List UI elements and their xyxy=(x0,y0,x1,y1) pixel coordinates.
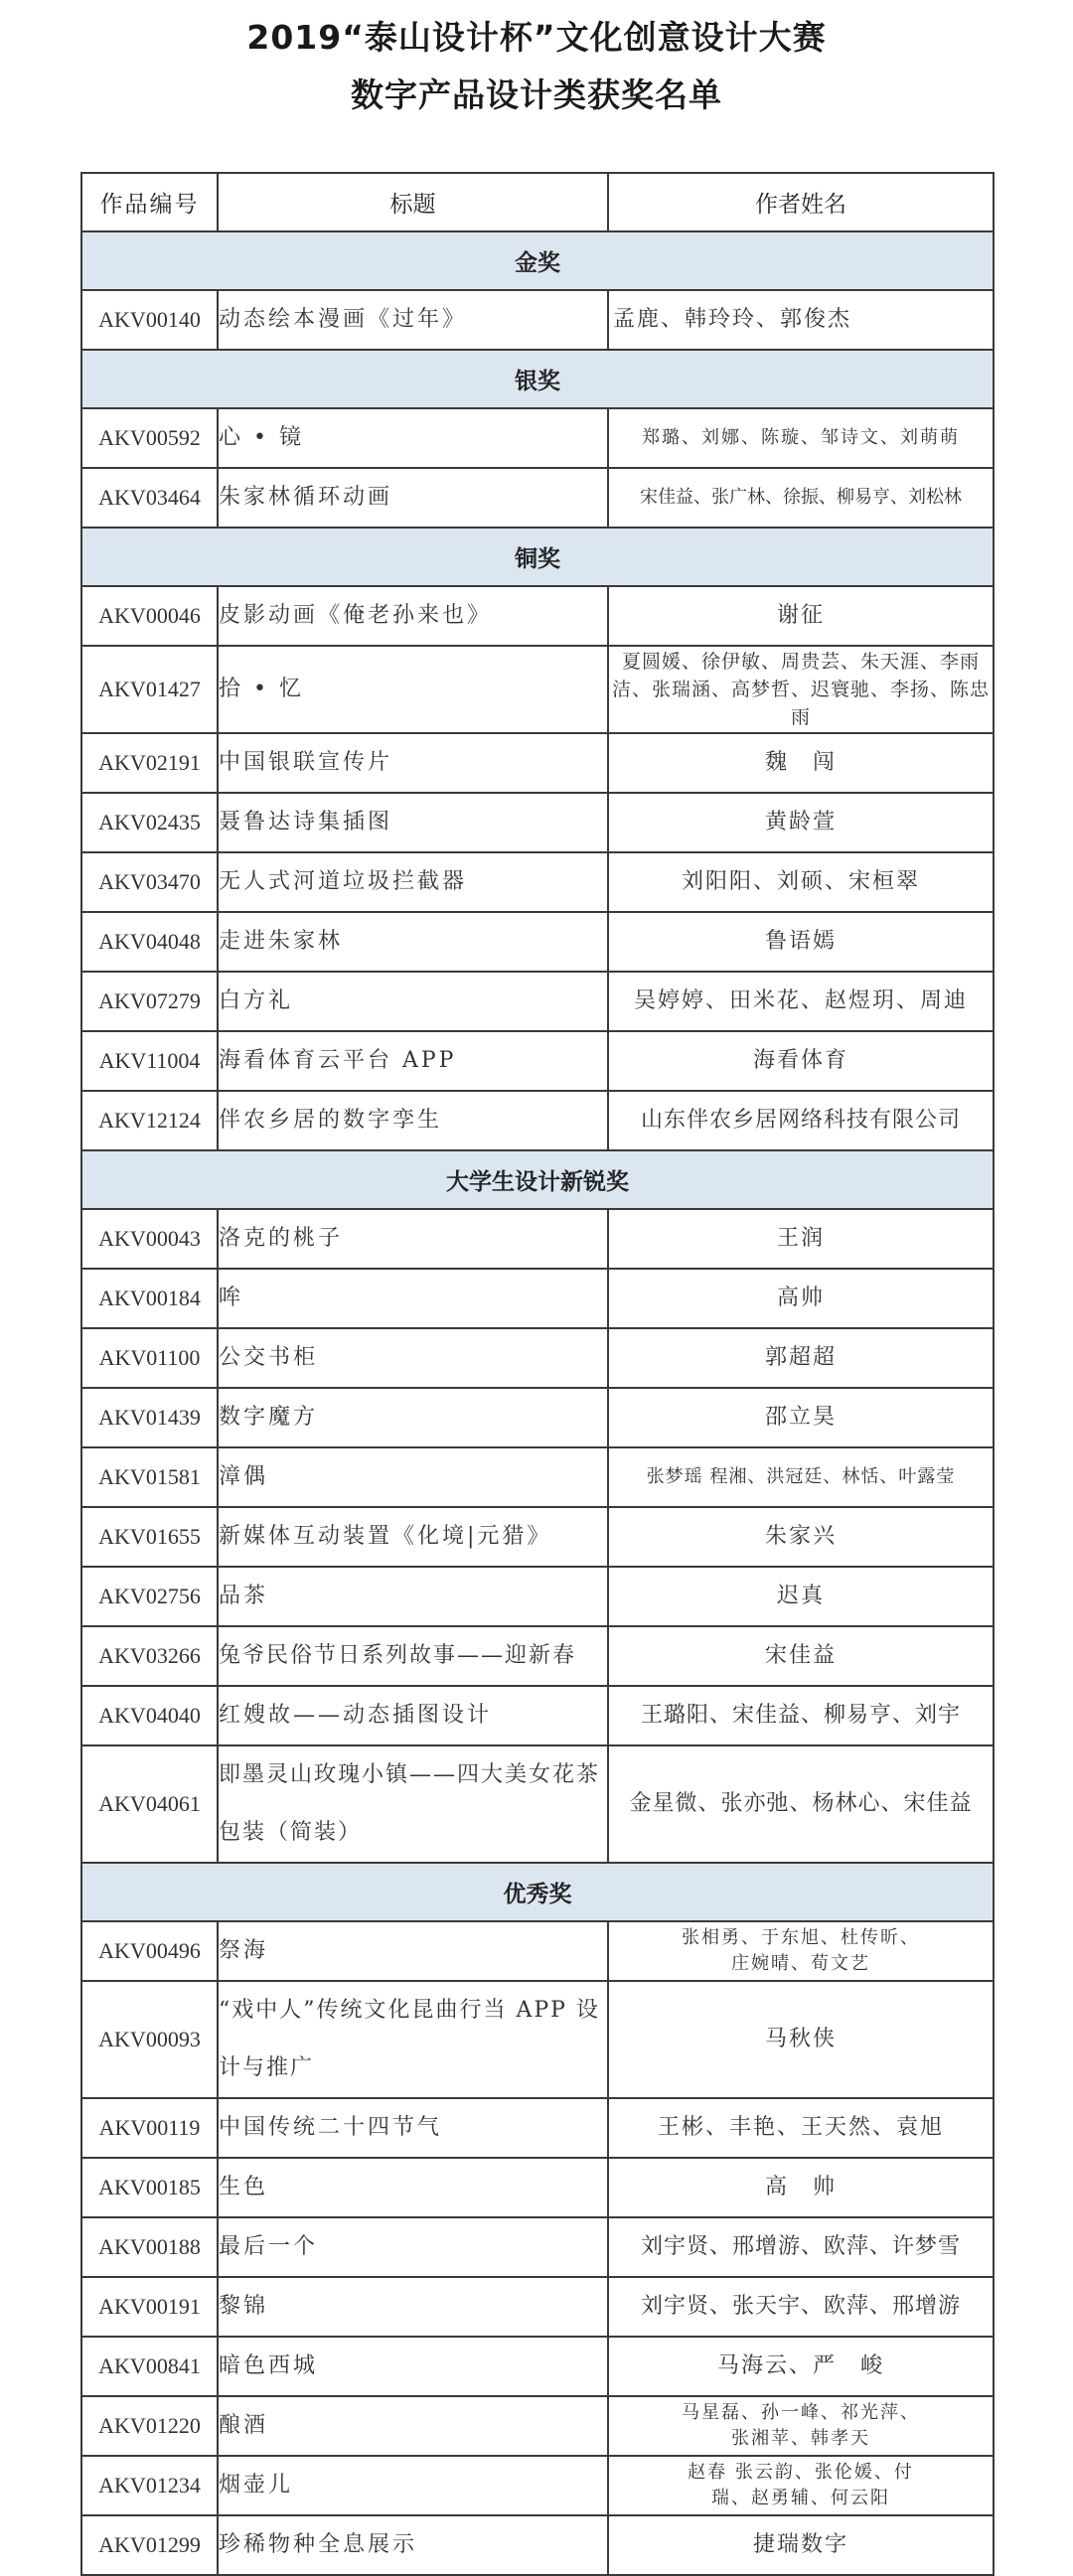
work-title: 朱家林循环动画 xyxy=(218,468,608,528)
table-row xyxy=(81,2277,994,2337)
work-author: 郑璐、刘娜、陈璇、邹诗文、刘萌萌 xyxy=(608,408,994,468)
work-author: 宋佳益、张广林、徐振、柳易亨、刘松林 xyxy=(608,468,994,528)
work-author: 刘宇贤、邢增游、欧萍、许梦雪 xyxy=(608,2217,994,2277)
table-row xyxy=(81,912,994,972)
section-label: 金奖 xyxy=(81,231,994,290)
work-id: AKV00119 xyxy=(81,2098,218,2158)
work-title: 数字魔方 xyxy=(218,1388,608,1447)
table-row xyxy=(81,646,994,733)
work-title: 中国银联宣传片 xyxy=(218,733,608,793)
work-title: “戏中人”传统文化昆曲行当 APP 设计与推广 xyxy=(218,1981,608,2098)
work-author: 刘阳阳、刘硕、宋桓翠 xyxy=(608,852,994,912)
work-id: AKV11004 xyxy=(81,1031,218,1091)
table-row xyxy=(81,1447,994,1507)
table-row xyxy=(81,408,994,468)
work-author: 孟鹿、韩玲玲、郭俊杰 xyxy=(608,290,994,350)
work-author: 朱家兴 xyxy=(608,1507,994,1567)
section-label: 铜奖 xyxy=(81,528,994,586)
table-row xyxy=(81,1626,994,1686)
work-title: 即墨灵山玫瑰小镇——四大美女花茶包装（简装） xyxy=(218,1745,608,1863)
section-row-gold xyxy=(81,231,994,290)
work-id: AKV01299 xyxy=(81,2515,218,2575)
table-row xyxy=(81,290,994,350)
section-row-bronze xyxy=(81,528,994,586)
work-id: AKV00841 xyxy=(81,2337,218,2396)
work-author: 宋佳益 xyxy=(608,1626,994,1686)
table-header-row xyxy=(81,173,994,231)
work-title: 无人式河道垃圾拦截器 xyxy=(218,852,608,912)
work-author: 张梦瑶 程湘、洪冠廷、林恬、叶露莹 xyxy=(608,1447,994,1507)
work-author: 刘宇贤、张天宇、欧萍、邢增游 xyxy=(608,2277,994,2337)
work-id: AKV01234 xyxy=(81,2456,218,2515)
table-row xyxy=(81,972,994,1031)
table-row xyxy=(81,1388,994,1447)
work-title: 兔爷民俗节日系列故事——迎新春 xyxy=(218,1626,608,1686)
table-row xyxy=(81,2337,994,2396)
work-id: AKV03464 xyxy=(81,468,218,528)
column-header-title: 标题 xyxy=(218,173,608,231)
work-id: AKV01220 xyxy=(81,2396,218,2456)
table-row xyxy=(81,1091,994,1150)
work-title: 品茶 xyxy=(218,1567,608,1626)
work-id: AKV00046 xyxy=(81,586,218,646)
work-id: AKV03266 xyxy=(81,1626,218,1686)
work-title: 黎锦 xyxy=(218,2277,608,2337)
work-id: AKV01427 xyxy=(81,646,218,733)
work-author: 黄龄萱 xyxy=(608,793,994,852)
table-row xyxy=(81,586,994,646)
table-row xyxy=(81,2158,994,2217)
work-title: 暗色西城 xyxy=(218,2337,608,2396)
work-id: AKV00140 xyxy=(81,290,218,350)
work-id: AKV04040 xyxy=(81,1686,218,1745)
section-row-student xyxy=(81,1150,994,1209)
work-title: 红嫂故——动态插图设计 xyxy=(218,1686,608,1745)
work-title: 拾 • 忆 xyxy=(218,646,608,733)
work-title: 中国传统二十四节气 xyxy=(218,2098,608,2158)
work-author: 高帅 xyxy=(608,1269,994,1328)
work-title: 伴农乡居的数字孪生 xyxy=(218,1091,608,1150)
work-id: AKV02756 xyxy=(81,1567,218,1626)
work-id: AKV00191 xyxy=(81,2277,218,2337)
work-title: 酿酒 xyxy=(218,2396,608,2456)
work-id: AKV01100 xyxy=(81,1328,218,1388)
work-author: 迟真 xyxy=(608,1567,994,1626)
table-row xyxy=(81,2098,994,2158)
work-id: AKV01439 xyxy=(81,1388,218,1447)
work-author: 山东伴农乡居网络科技有限公司 xyxy=(608,1091,994,1150)
table-row xyxy=(81,1686,994,1745)
work-title: 烟壶儿 xyxy=(218,2456,608,2515)
table-row xyxy=(81,468,994,528)
work-author: 魏 闯 xyxy=(608,733,994,793)
table-row xyxy=(81,793,994,852)
work-title: 最后一个 xyxy=(218,2217,608,2277)
table-row xyxy=(81,1921,994,1981)
awards-table xyxy=(80,172,995,2576)
work-title: 祭海 xyxy=(218,1921,608,1981)
work-author: 邵立昊 xyxy=(608,1388,994,1447)
work-title: 哞 xyxy=(218,1269,608,1328)
work-author: 鲁语嫣 xyxy=(608,912,994,972)
table-row xyxy=(81,1745,994,1863)
work-author: 吴婷婷、田米花、赵煜玥、周迪 xyxy=(608,972,994,1031)
work-id: AKV02435 xyxy=(81,793,218,852)
work-author: 金星微、张亦弛、杨林心、宋佳益 xyxy=(608,1745,994,1863)
work-id: AKV01581 xyxy=(81,1447,218,1507)
work-id: AKV00093 xyxy=(81,1981,218,2098)
work-author: 捷瑞数字 xyxy=(608,2515,994,2575)
work-id: AKV04048 xyxy=(81,912,218,972)
work-id: AKV00496 xyxy=(81,1921,218,1981)
work-title: 新媒体互动装置《化境|元猎》 xyxy=(218,1507,608,1567)
table-row xyxy=(81,2515,994,2575)
table-row xyxy=(81,1981,994,2098)
section-row-excellence xyxy=(81,1863,994,1921)
section-row-silver xyxy=(81,350,994,408)
work-title: 聂鲁达诗集插图 xyxy=(218,793,608,852)
work-id: AKV01655 xyxy=(81,1507,218,1567)
table-row xyxy=(81,2217,994,2277)
table-row xyxy=(81,1328,994,1388)
work-title: 动态绘本漫画《过年》 xyxy=(218,290,608,350)
work-title: 白方礼 xyxy=(218,972,608,1031)
section-label: 大学生设计新锐奖 xyxy=(81,1150,994,1209)
column-header-id: 作品编号 xyxy=(81,173,218,231)
work-id: AKV00592 xyxy=(81,408,218,468)
document-title: 2019“泰山设计杯”文化创意设计大赛 xyxy=(246,18,827,57)
work-title: 珍稀物种全息展示 xyxy=(218,2515,608,2575)
work-title: 公交书柜 xyxy=(218,1328,608,1388)
work-id: AKV02191 xyxy=(81,733,218,793)
work-author: 张相勇、于东旭、杜传昕、庄婉晴、荀文艺 xyxy=(608,1921,994,1981)
table-row xyxy=(81,733,994,793)
table-row xyxy=(81,2396,994,2456)
work-author: 王彬、丰艳、王天然、袁旭 xyxy=(608,2098,994,2158)
work-title: 生色 xyxy=(218,2158,608,2217)
work-id: AKV12124 xyxy=(81,1091,218,1150)
table-row xyxy=(81,852,994,912)
work-author: 赵春 张云韵、张伦媛、付瑞、赵勇辅、何云阳 xyxy=(608,2456,994,2515)
section-label: 优秀奖 xyxy=(81,1863,994,1921)
work-author: 马秋侠 xyxy=(608,1981,994,2098)
work-id: AKV00188 xyxy=(81,2217,218,2277)
work-author: 夏圆媛、徐伊敏、周贵芸、朱天涯、李雨洁、张瑞涵、高梦哲、迟寰驰、李扬、陈忠雨 xyxy=(608,646,994,733)
work-id: AKV03470 xyxy=(81,852,218,912)
work-author: 高 帅 xyxy=(608,2158,994,2217)
table-row xyxy=(81,1507,994,1567)
work-id: AKV00184 xyxy=(81,1269,218,1328)
work-author: 郭超超 xyxy=(608,1328,994,1388)
work-title: 漳偶 xyxy=(218,1447,608,1507)
work-title: 海看体育云平台 APP xyxy=(218,1031,608,1091)
work-title: 走进朱家林 xyxy=(218,912,608,972)
table-row xyxy=(81,1269,994,1328)
work-title: 心 • 镜 xyxy=(218,408,608,468)
table-row xyxy=(81,1209,994,1269)
work-id: AKV00043 xyxy=(81,1209,218,1269)
work-author: 谢征 xyxy=(608,586,994,646)
table-row xyxy=(81,1031,994,1091)
work-author: 马海云、严 峻 xyxy=(608,2337,994,2396)
work-id: AKV00185 xyxy=(81,2158,218,2217)
work-title: 洛克的桃子 xyxy=(218,1209,608,1269)
table-row xyxy=(81,1567,994,1626)
column-header-author: 作者姓名 xyxy=(608,173,994,231)
work-id: AKV04061 xyxy=(81,1745,218,1863)
table-row xyxy=(81,2456,994,2515)
section-label: 银奖 xyxy=(81,350,994,408)
work-author: 王润 xyxy=(608,1209,994,1269)
work-id: AKV07279 xyxy=(81,972,218,1031)
document-subtitle: 数字产品设计类获奖名单 xyxy=(351,76,722,114)
work-author: 海看体育 xyxy=(608,1031,994,1091)
work-author: 马星磊、孙一峰、祁光萍、张湘苹、韩孝天 xyxy=(608,2396,994,2456)
work-author: 王璐阳、宋佳益、柳易亨、刘宇 xyxy=(608,1686,994,1745)
work-title: 皮影动画《俺老孙来也》 xyxy=(218,586,608,646)
